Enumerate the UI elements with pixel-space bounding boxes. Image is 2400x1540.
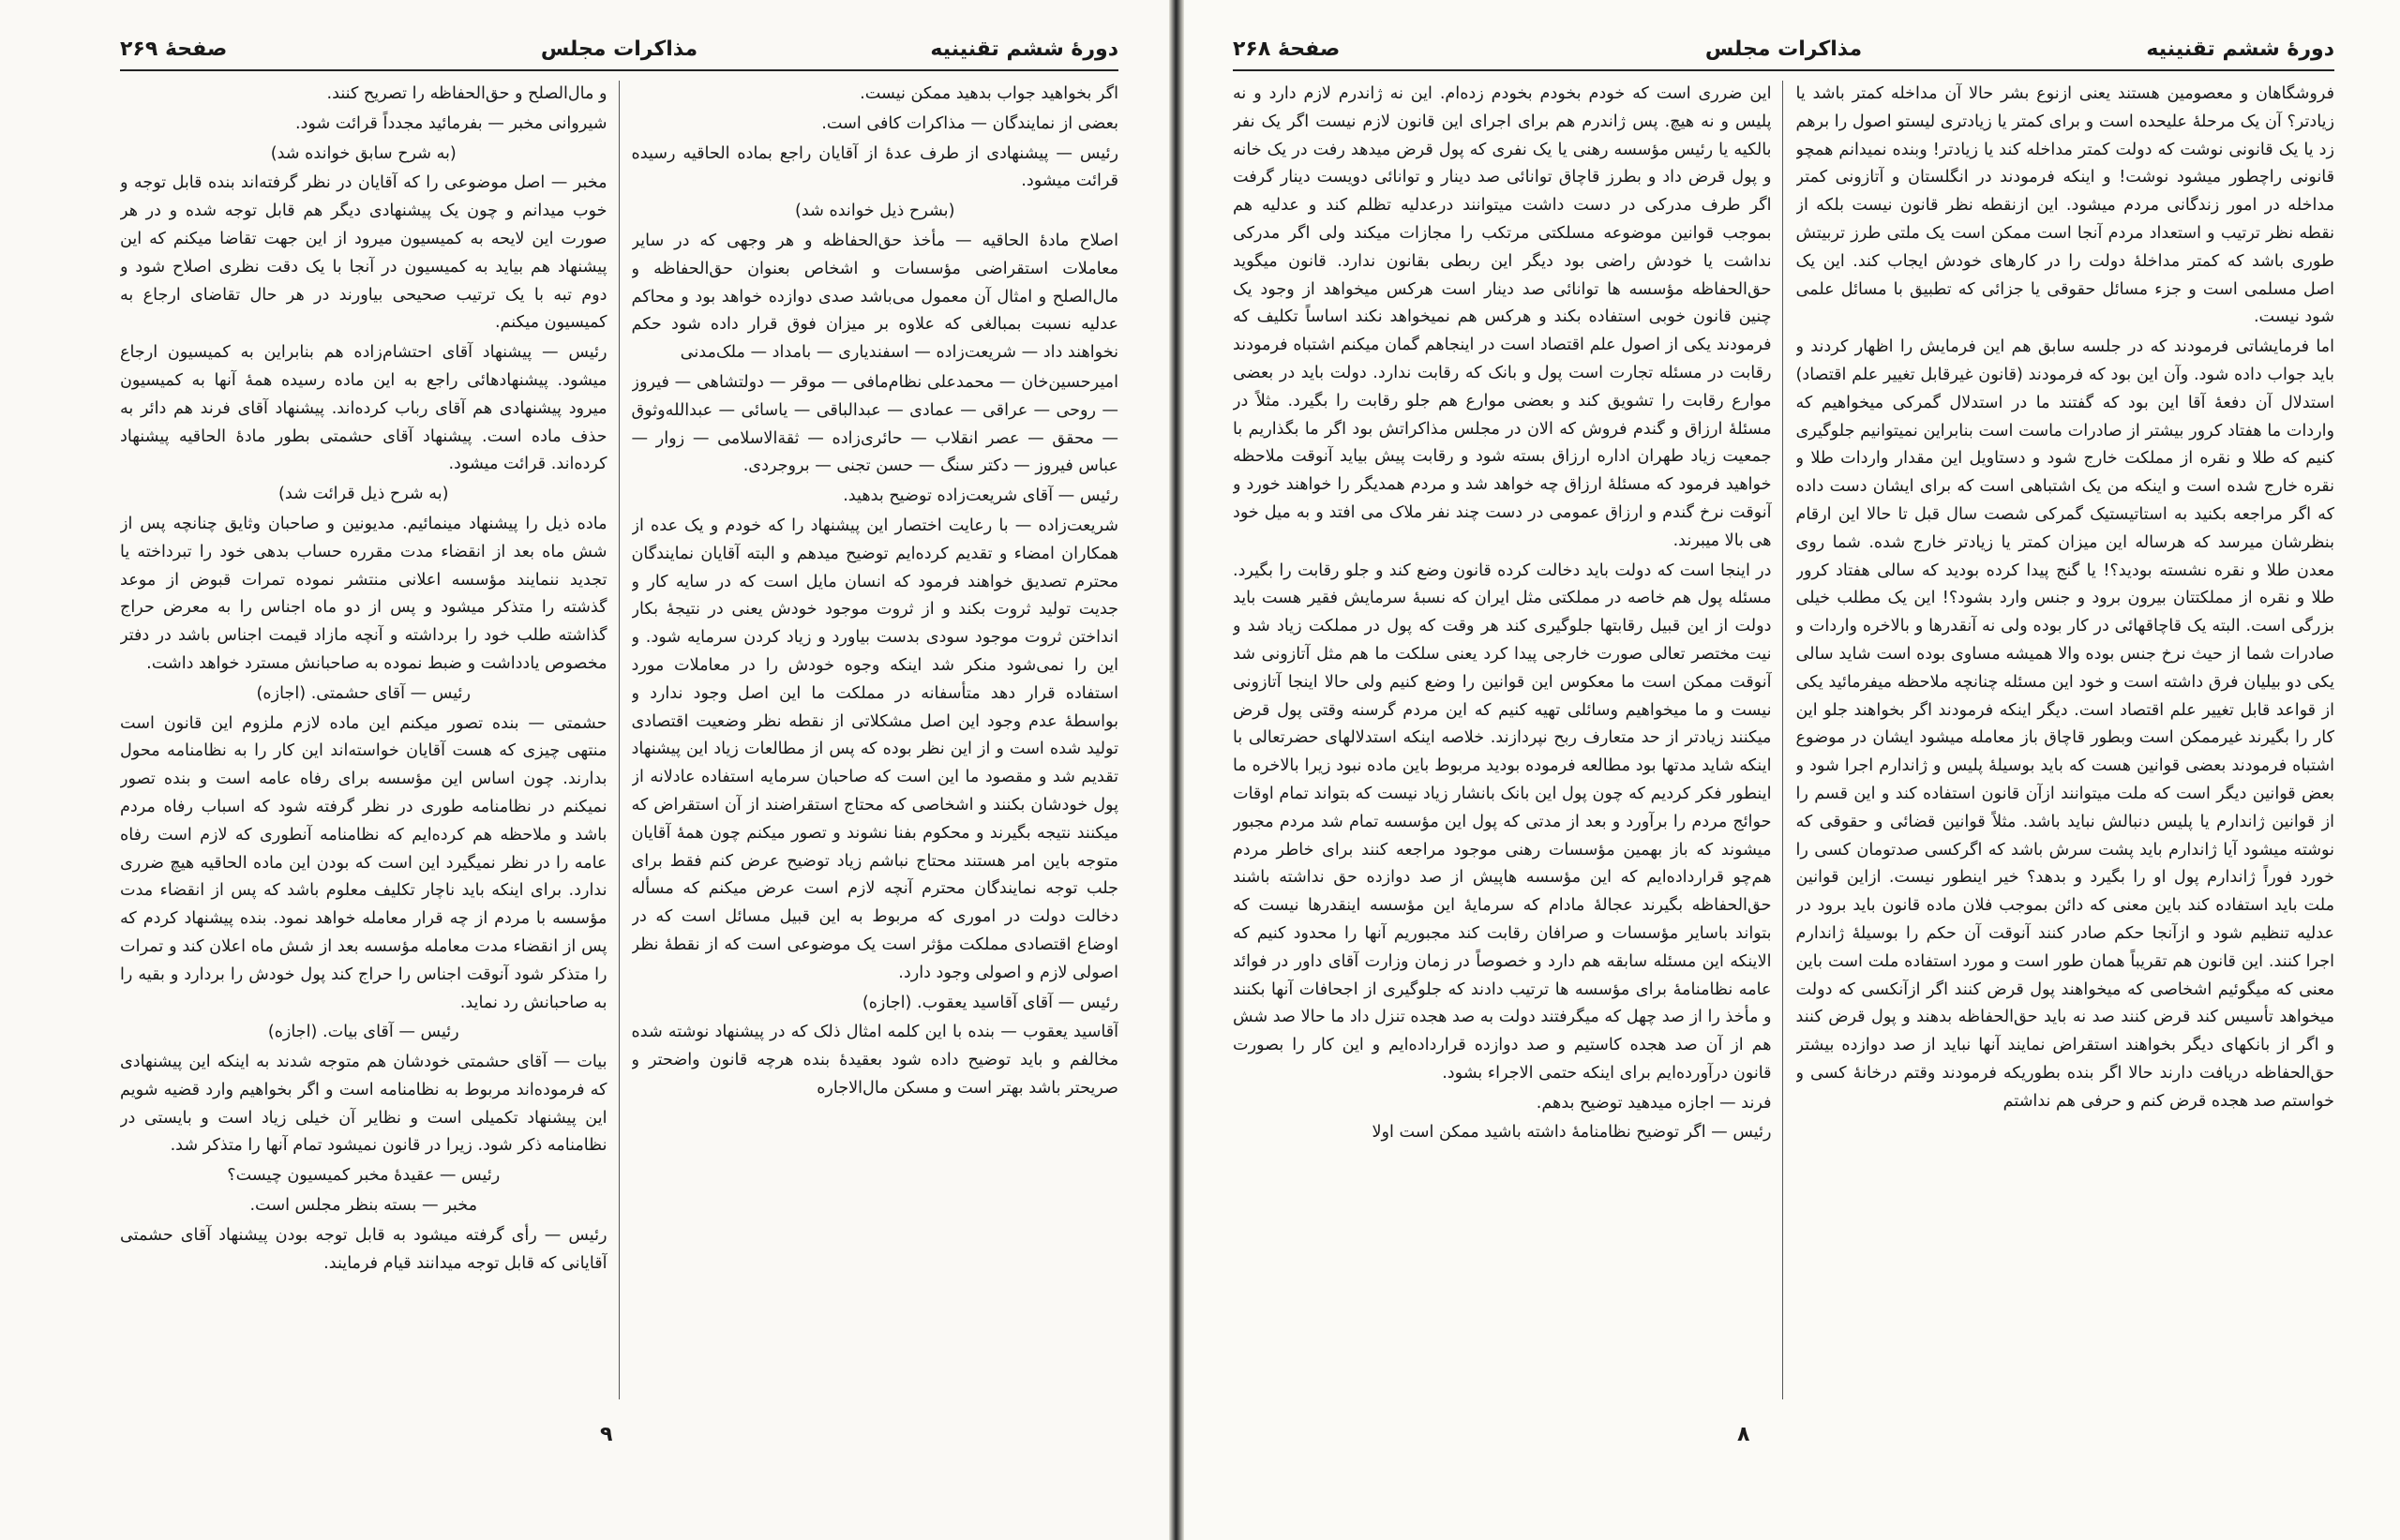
book-gutter [1169, 0, 1184, 1540]
left-head-session: دورهٔ ششم تقنینیه [930, 37, 1118, 61]
paragraph: حشمتی — بنده تصور میکنم این ماده لازم ملزوم این قانون است منتهی چیزی که هست آقایان خواسته‌اند این کار را به نظامنامه محول بدارند. چون اساس این مؤسسه برای رفاه عامه است و بنده تصور نمیکنم در نظامنامه طوری در نظر گرفته شود که اسباب رفاه مردم باشد و ملاحظه هم کرده‌ایم که نظامنامه آنطوری که لازم است رفاه عامه را در نظر نمیگیرد این است که بودن این ماده الحاقیه هیچ ضرری ندارد. برای اینکه باید ناچار تکلیف معلوم باشد که پس از انقضاء مدت مؤسسه با مردم از چه قرار معامله خواهد نمود. بنده پیشنهاد کردم که پس از انقضاء مدت معامله مؤسسه بعد از شش ماه اعلان کند و تمرات را متذکر شود آنوقت اجناس را حراج کند پول خودش را بردارد و بقیه را به صاحبانش رد نماید. [120, 713, 608, 1012]
paragraph: فروشگاهان و معصومین هستند یعنی ازنوع بشر حالا آن مداخله کمتر باشد یا زیادتر؟ آن یک مرحلهٔ علیحده است و برای کمتر یا زیادتری لیستو اصول را برهم زد یا یک قانونی نوشت که دولت کمتر مداخله کند یا زیادتر! وبنده نمیدانم همچو قانونی راچطور میشود نوشت! و اینکه فرمودند در انگلستان و آتازونی کمتر مداخله در امور زندگانی مردم میشود. این ازنقطه نظر قانون نیست بلکه از نقطه نظر ترتیب و استعداد مردم آنجا است ممکن است یک ملتی طرز تربیتش طوری باشد که کمتر مداخلهٔ دولت را در کارهای خودش ایجاب کند. این یک اصل مسلمی است و جزء مسائل حقوقی یا جزائی که تطبیق با مسائل علمی شود نیست. [1795, 84, 2334, 327]
column-divider [619, 81, 620, 1399]
paragraph: رئیس — آقای آقاسید یعقوب. (اجازه) [862, 993, 1118, 1012]
paragraph: شریعت‌زاده — با رعایت اختصار این پیشنهاد را که خودم و یک عده از همکاران امضاء و تقدیم کرده‌ایم توضیح میدهم و البته آقایان نمایندگان محترم تصدیق خواهند فرمود که انسان مایل است که در سایه کار و جدیت تولید ثروت بکند و از ثروت موجود خودش یعنی در نتیجهٔ بکار انداختن ثروت موجود سودی بدست بیاورد و زیاد کردن سرمایه شود. و این را نمی‌شود منکر شد اینکه وجوه خودش را در معاملات مورد استفاده قرار دهد متأسفانه در مملکت ما این اصل وجود ندارد و بواسطهٔ عدم وجود این اصل مشکلاتی از نقطه نظر وضعیت اقتصادی تولید شده است و از این نظر بوده که پس از مطالعات زیاد این پیشنهاد تقدیم شد و مقصود ما این است که صاحبان سرمایه استفاده عادلانه از پول خودشان بکنند و اشخاصی که محتاج استقراضند از آن استقراض که میکنند نتیجه بگیرند و محکوم بفنا نشوند و تصور میکنم چون همهٔ آقایان متوجه باین امر هستند محتاج نباشم زیاد توضیح عرض کنم فقط برای جلب توجه نمایندگان محترم آنچه لازم است عرض میکنم که مسأله دخالت دولت در اموری که مربوط به این قبیل مسائل است که در اوضاع اقتصادی مملکت مؤثر است یک موضوعی است که از نقطهٔ نظر اصولی لازم و اصولی وجود دارد. [631, 516, 1118, 982]
paragraph: (به شرح ذیل قرائت شد) [278, 485, 449, 504]
right-running-head [1233, 37, 2334, 71]
right-head-page: صفحهٔ ۲۶۸ [1233, 37, 1341, 61]
right-page-number: ۸ [1737, 1423, 1750, 1446]
paragraph: رئیس — اگر توضیح نظامنامهٔ داشته باشید ممکن است اولا [1372, 1123, 1772, 1143]
paragraph: (بشرح ذیل خوانده شد) [795, 202, 955, 221]
paragraph: رئیس — عقیدهٔ مخبر کمیسیون چیست؟ [227, 1166, 501, 1186]
right-head-title: مذاکرات مجلس [1704, 37, 1863, 61]
right-head-session: دورهٔ ششم تقنینیه [2146, 37, 2334, 61]
paragraph: رئیس — آقای بیات. (اجازه) [267, 1023, 459, 1042]
left-page [0, 0, 1177, 1540]
left-head-title: مذاکرات مجلس [540, 37, 698, 61]
paragraph: رئیس — پیشنهادی از طرف عدهٔ از آقایان راجع بماده الحاقیه رسیده قرائت میشود. [631, 143, 1118, 191]
paragraph: رئیس — پیشنهاد آقای احتشام‌زاده هم بنابراین به کمیسیون ارجاع میشود. پیشنهادهائی راجع به این ماده رسیده همهٔ آنها به کمیسیون میرود پیشنهادی هم آقای رباب کرده‌اند. پیشنهاد آقای فرند هم دائر به حذف ماده است. پیشنهاد آقای حشمتی بطور مادهٔ الحاقیه پیشنهاد کرده‌اند. قرائت میشود. [120, 343, 608, 474]
paragraph: فرند — اجازه میدهید توضیح بدهم. [1536, 1093, 1772, 1113]
paragraph: این ضرری است که خودم بخودم بخودم زده‌ام. این نه ژاندرم لازم دارد و نه پلیس و نه هیچ. پس ژاندرم هم برای اجرای این قانون لازم نیست اگر یک نفر بالکیه یا رئیس مؤسسه رهنی یا یک نفری که پول قرض میدهد رفت در یک خانه و پول قرض داد و بطرز قاچاق توانائی صد دینار و توانائی دویست دینار گرفت اگر طرف مدرکی در دست داشت میتوانند درعدلیه تظلم کند و عدلیه هم بموجب قوانین موضوعه مسلکتی مرتکب را مجازات میکند ولی اگر مدرکی نداشت یا خودش راضی بود دیگر این ربطی بقانون ندارد. قانون میگوید حق‌الحفاظه مؤسسه ها توانائی صد دینار است هرکس میخواهد از وجود یک چنین قانون خوبی استفاده بکند و هرکس هم نمیخواهد نکند اساساً تکلیف که فرمودند یکی از اصول علم اقتصاد است در اینجاهم گمان میکنم اشتباه فرمودند رقابت در مسئله تجارت است پول و بانک که رقابت ندارد. دولت باید در بعضی موارع رقابت را تشویق کند و بعضی موارع هم جلو رقابت را بگیرد. مثلاً در مسئلهٔ ارزاق و گندم فروش که الان در مجلس مذاکراتش بود اگر ما بگذاریم با جمعیت زیاد طهران اداره ارزاق بسته شود و رقابت پیش بیاید آنوقت ملاحظه خواهید فرمود که مسئلهٔ ارزاق چه خواهد شد و مردم همدیگر را خواهند خورد و آنوقت نرخ گندم و ارزاق عمومی در دست چند نفر ملاک می افتد و به میل خود هی بالا میبرند. [1233, 84, 1772, 550]
paragraph: (به شرح سابق خوانده شد) [270, 143, 457, 163]
paragraph: امیرحسین‌خان — محمدعلی نظام‌مافی — موقر — دولتشاهی — فیروز — روحی — عراقی — عمادی — عبدالباقی — یاسائی — عبدالله‌وثوق — محقق — عصر انقلاب — حائری‌زاده — ثقةالاسلامی — زوار — عباس فیروز — دکتر سنگ — حسن تجنی — بروجردی. [631, 372, 1118, 476]
left-head-page: صفحهٔ ۲۶۹ [120, 37, 228, 61]
paragraph: بعضی از نمایندگان — مذاکرات کافی است. [821, 113, 1118, 133]
left-page-number: ۹ [600, 1423, 613, 1446]
right-columns [1233, 81, 2334, 1399]
paragraph: شیروانی مخبر — بفرمائید مجدداً قرائت شود. [294, 113, 608, 133]
paragraph: بیات — آقای حشمتی خودشان هم متوجه شدند به اینکه این پیشنهادی که فرموده‌اند مربوط به نظامنامه است و اگر بخواهیم وارد قضیه شویم این پیشنهاد تکمیلی است و نظایر آن خیلی زیاد است و بایستی در نظامنامه ذکر شود. زیرا در قانون نمیشود تمام آنها را متذکر شد. [120, 1053, 608, 1156]
paragraph: رئیس — آقای حشمتی. (اجازه) [256, 683, 471, 703]
right-page-right-column [1796, 81, 2335, 1399]
column-divider [1782, 81, 1783, 1399]
right-page-left-column [1233, 81, 1772, 1399]
left-running-head [120, 37, 1118, 71]
paragraph: مخبر — اصل موضوعی را که آقایان در نظر گرفته‌اند بنده قابل توجه و خوب میدانم و چون یک پیشنهادی دیگر هم قابل توجه شده و در هر صورت این لایحه به کمیسیون میرود از این جهت تقاضا میکنم که این پیشنهاد هم بیاید به کمیسیون در آنجا با یک دقت نظری اصلاح شود و دوم تبه با یک ترتیب صحیحی بیاورند در هر حال تقاضای ارجاع به کمیسیون میکنم. [120, 173, 608, 333]
paragraph: رئیس — آقای شریعت‌زاده توضیح بدهید. [843, 486, 1118, 506]
right-page [1177, 0, 2400, 1540]
paragraph: رئیس — رأی گرفته میشود به قابل توجه بودن پیشنهاد آقای حشمتی آقایانی که قابل توجه میدانند قیام فرمایند. [120, 1225, 608, 1273]
paragraph: اصلاح مادهٔ الحاقیه — مأخذ حق‌الحفاظه و هر وجهی که در سایر معاملات استقراضی مؤسسات و اشخاص بعنوان حق‌الحفاظه و مال‌الصلح و امثال آن معمول می‌باشد صدی دوازده خواهد بود و محاکم عدلیه نسبت بمبالغی که علاوه بر میزان فوق قرار داده شود حکم نخواهند داد — شریعت‌زاده — اسفندیاری — بامداد — ملک‌مدنی [631, 231, 1118, 363]
paragraph: و مال‌الصلح و حق‌الحفاظه را تصریح کنند. [326, 84, 608, 103]
paragraph: اما فرمایشاتی فرمودند که در جلسه سابق هم این فرمایش را اظهار کردند و باید جواب داده شود. وآن این بود که فرمودند (قانون غیرقابل تغییر علم اقتصاد) استدلال آن دفعهٔ آقا این بود که گفتند ما در استدلال گمرکی میخواهیم که واردات ما هفتاد کرور بیشتر از صادرات ماست است بنابراین نمیتوانیم جلوگیری کنیم که طلا و نقره از مملکت خارج شود و دستاویل این مقدار واردات طلا و نقره خارج شده است و اینکه من یک اشتباهی است که برای ایشان دست داده که اگر مراجعه بکنید به استاتیستیک گمرکی شصت سال قبل تا حالا این ارقام بنظرشان میرسد که هرساله این میزان کمتر یا زیادتر خارج شده. شما روی معدن طلا و نقره نشسته بودید؟! یا گنج پیدا کرده بودید که سالی هفتاد کرور طلا و نقره از مملکتتان بیرون برود و جنس وارد بشود؟! این یک مطلب خیلی بزرگی است. البته یک قاچاقهائی در کار بوده ولی نه آنقدرها و بالاخره واردات و صادرات شما از حیث نرخ جنس بوده والا همیشه مساوی بوده است شاید سالی یکی دو بیلیان فرق داشته است و خود این مسئله چنانچه ملاحظه میفرمائید یکی از قواعد قابل تغییر علم اقتصاد است. دیگر اینکه فرمودند اگر بخواهند جلو این کار را بگیرند غیرممکن است وبطور قاچاق باز معامله میشود ایشان در موضوع اشتباه فرمودند بعضی قوانین هست که باید بوسیلهٔ پلیس و ژاندارم اجرا شود و بعض قوانین دیگر است که ملت میتوانند ازآن قانون استفاده کند و این قسم را از قوانین ژاندارم یا پلیس دنبالش نباید باشد. مثلاً قوانین قضائی و حقوقی که نوشته میشود آیا ژاندارم باید پشت سرش باشد که اگرکسی صدتومان کسی را خورد فوراً ژاندارم پول او را بگیرد و بدهد؟ خیر اینطور نیست. ازاین قوانین ملت باید استفاده کند باین معنی که دائن بموجب فلان ماده قانون باید برود در عدلیه تنظیم شود و ازآنجا حکم صادر کنند آنوقت آن حکم را بوسیلهٔ ژاندارم اجرا کنند. این قانون هم تقریباً همان طور است و مورد استفاده ملت است باین معنی که میگوئیم اشخاصی که میخواهند پول قرض کنند اگر ازآنکسی که دولت میخواهد تأسیس کند قرض کنند صد نه باید حق‌الحفاظه بدهند و پول قرض کنند و اگر از بانکهای دیگر بخواهند استقراض نمایند آنها نباید از صد دوازده بیشتر حق‌الحفاظه دریافت دارند حالا اگر بنده بطوریکه فرمودند وقتم درخانهٔ کسی و خواستم صد هجده قرض کنم و حرفی هم نداشتم [1795, 337, 2334, 1111]
left-page-right-column [632, 81, 1119, 1399]
paragraph: ماده ذیل را پیشنهاد مینمائیم. مدیونین و صاحبان وثایق چنانچه پس از شش ماه بعد از انقضاء مدت مقرره حساب بدهی خود را تبرداخته یا تجدید ننمایند مؤسسه اعلانی منتشر نموده تمرات قبوض از موعد گذشته را متذکر میشود و پس از دو ماه اجناس را به معرض حراج گذاشته طلب خود را برداشته و آنچه مازاد قیمت اجناس باشد در دفتر مخصوص یادداشت و ضبط نموده به صاحبانش مسترد خواهد داشت. [120, 514, 608, 673]
paragraph: مخبر — بسته بنظر مجلس است. [249, 1196, 478, 1216]
paragraph: در اینجا است که دولت باید دخالت کرده قانون وضع کند و جلو رقابت را بگیرد. مسئله پول هم خاصه در مملکتی مثل ایران که نسبهٔ سرمایش فقیر هست باید دولت از این قبیل رقابتها جلوگیری کند هر وقت که پول در مملکت زیاد شد و نیت مختصر تعالی صورت خارجی پیدا کرد یعنی سلکت ما هم مثل آتازونی شد آنوقت ممکن است ما معکوس این قوانین را وضع کنیم ولی حالا اینجا آتازونی نیست و ما میخواهیم وسائلی تهیه کنیم که این مردم گرسنه وقتی پول قرض میکنند زیادتر از حد متعارف ربح نپردازند. خلاصه اینکه استدلالهای حضرتعالی با اینکه شاید مدتها بود مطالعه فرموده بودید مربوط باین ماده نبود زیرا بالاخره ما اینطور فکر کردیم که چون پول این بانک بانشار زیاد نیست که بتواند تمام اوقات حوائج مردم را برآورد و بعد از مدتی که پول این مؤسسه تمام شد مردم مجبور میشوند که باز بهمین مؤسسات رهنی موجود مراجعه کنند برای خاطر مردم هم‌چو قرارداده‌ایم که این مؤسسه هاپیش از صد دوازده حق نداشته باشند حق‌الحفاظه بگیرند عجالهٔ مادام که سرمایهٔ این مؤسسه اینقدرها نیست که بتواند باسایر مؤسسات و صرافان رقابت کند مجبوریم آنها را محدود کنیم که الاینکه این مسئله سابقه هم دارد و خصوصاً در زمان وزارت آقای داور در فوائد عامه نظامنامهٔ برای مؤسسه ها ترتیب دادند که جلوگیری از اجحافات آنها بکنند و مأخذ را از صد چهل که میگرفتند دولت به صد هجده تنزل داد ما حالا صد شش هم از آن صد هجده کاستیم و صد دوازده قرارداده‌ایم و این کار را بصورت قانون درآورده‌ایم برای اینکه حتمی الاجراء بشود. [1233, 561, 1772, 1083]
paragraph: اگر بخواهید جواب بدهید ممکن نیست. [860, 84, 1118, 103]
paragraph: آقاسید یعقوب — بنده با این کلمه امثال ذلک که در پیشنهاد نوشته شده مخالفم و باید توضیح داده شود بعقیدهٔ بنده هرچه قانون واضحتر و صریحتر باشد بهتر است و مسکن مال‌الاجاره [631, 1023, 1118, 1098]
left-page-left-column [120, 81, 608, 1399]
